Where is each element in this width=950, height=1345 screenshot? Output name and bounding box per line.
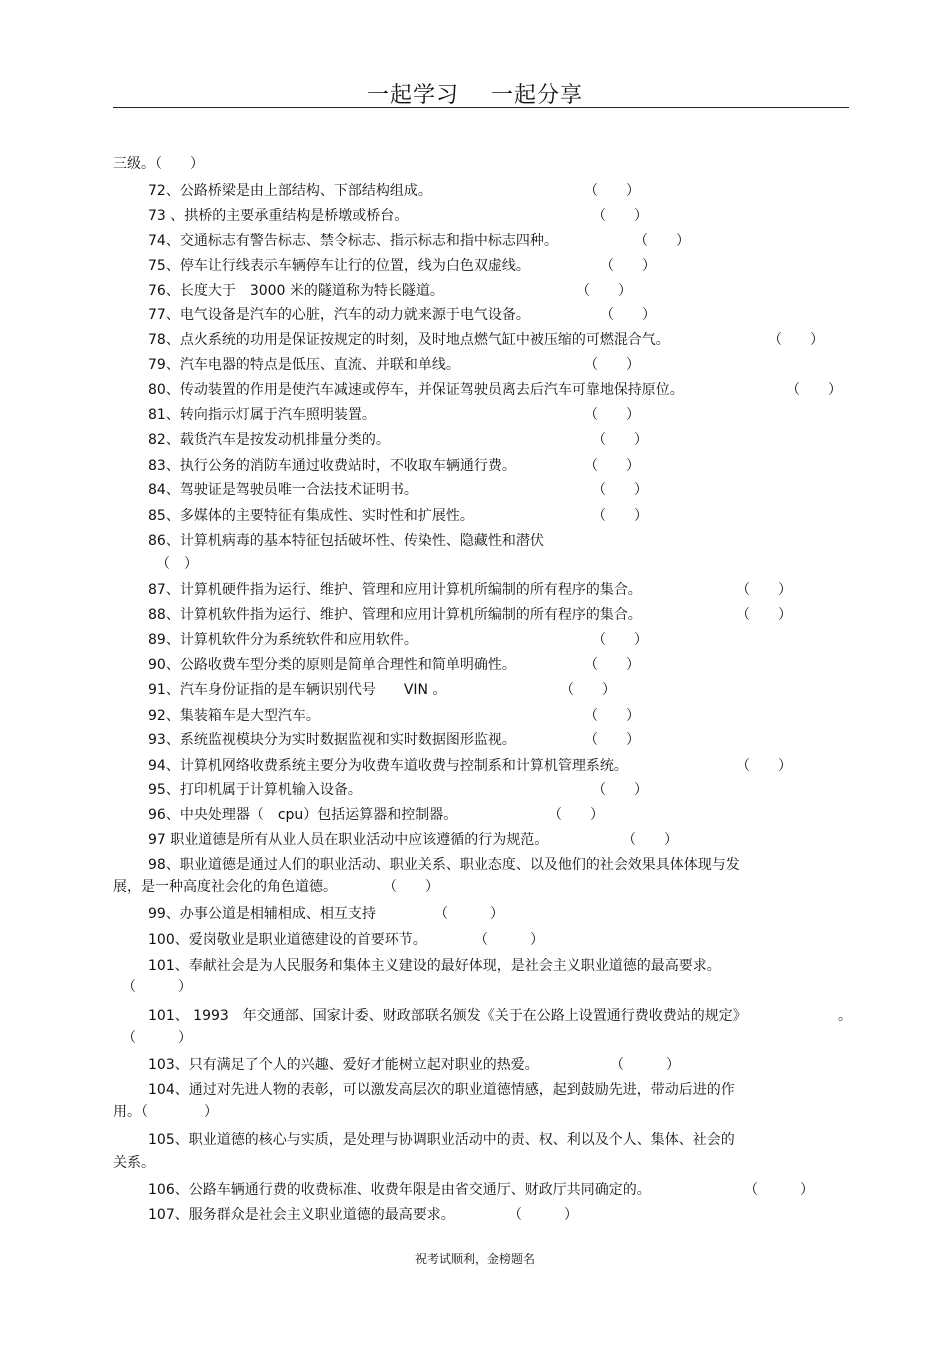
question-84: 84、驾驶证是驾驶员唯一合法技术证明书。 [148, 482, 418, 498]
header-left: 一起学习 [366, 83, 459, 108]
question-72: 72、公路桥梁是由上部结构、下部结构组成。 [148, 183, 432, 199]
question-74: 74、交通标志有警告标志、禁令标志、指示标志和指中标志四种。 [148, 233, 558, 249]
question-75: 75、停车让行线表示车辆停车让行的位置，线为白色双虚线。 [148, 258, 530, 274]
answer-blank: （ ） [736, 582, 792, 598]
answer-blank: （ ） [592, 482, 648, 498]
question-80: 80、传动装置的作用是使汽车减速或停车，并保证驾驶员离去后汽车可靠地保持原位。 [148, 382, 684, 398]
answer-blank: （ ） [584, 458, 640, 474]
question-77: 77、电气设备是汽车的心脏，汽车的动力就来源于电气设备。 [148, 307, 530, 323]
answer-blank: （ ） [584, 732, 640, 748]
answer-blank: （ ） [592, 782, 648, 798]
question-81: 81、转向指示灯属于汽车照明装置。 [148, 407, 376, 423]
page-header [0, 78, 950, 109]
question-105-cont: 关系。 [113, 1155, 155, 1171]
question-94: 94、计算机网络收费系统主要分为收费车道收费与控制系和计算机管理系统。 [148, 758, 628, 774]
question-105: 105、职业道德的核心与实质，是处理与协调职业活动中的责、权、利以及个人、集体、社会的 [148, 1132, 735, 1148]
answer-blank: （ ） [592, 208, 648, 224]
answer-blank: （ ） [592, 432, 648, 448]
question-79: 79、汽车电器的特点是低压、直流、并联和单线。 [148, 357, 460, 373]
answer-blank: （ ） [584, 183, 640, 199]
answer-blank: （ ） [744, 1182, 814, 1198]
question-104: 104、通过对先进人物的表彰，可以激发高层次的职业道德情感，起到鼓励先进，带动后进的作 [148, 1082, 735, 1098]
question-96: 96、中央处理器（ cpu）包括运算器和控制器。 [148, 807, 458, 823]
question-82: 82、载货汽车是按发动机排量分类的。 [148, 432, 390, 448]
header-right: 一起分享 [491, 83, 584, 108]
answer-blank: （ ） [768, 332, 824, 348]
page-footer: 祝考试顺利，金榜题名 [414, 1252, 535, 1266]
answer-blank: （ ） [434, 906, 504, 922]
question-106: 106、公路车辆通行费的收费标准、收费年限是由省交通厅、财政厅共同确定的。 [148, 1182, 651, 1198]
answer-blank: （ ） [508, 1207, 578, 1223]
answer-blank: （ ） [600, 307, 656, 323]
question-85: 85、多媒体的主要特征有集成性、实时性和扩展性。 [148, 508, 474, 524]
question-97: 97 职业道德是所有从业人员在职业活动中应该遵循的行为规范。 [148, 832, 549, 848]
answer-blank: （ ） [122, 979, 192, 995]
answer-blank: （ ） [122, 1030, 192, 1046]
question-73: 73 、拱桥的主要承重结构是桥墩或桥台。 [148, 208, 409, 224]
answer-blank: （ ） [610, 1057, 680, 1073]
answer-blank: （ ） [156, 556, 198, 572]
answer-blank: （ ） [786, 382, 842, 398]
answer-blank: （ ） [634, 233, 690, 249]
answer-blank: （ ） [584, 357, 640, 373]
question-76: 76、长度大于 3000 米的隧道称为特长隧道。 [148, 283, 444, 299]
question-107: 107、服务群众是社会主义职业道德的最高要求。 [148, 1207, 455, 1223]
answer-blank: （ ） [584, 657, 640, 673]
question-83: 83、执行公务的消防车通过收费站时，不收取车辆通行费。 [148, 458, 516, 474]
answer-blank: （ ） [736, 758, 792, 774]
answer-blank: （ ） [600, 258, 656, 274]
question-92: 92、集装箱车是大型汽车。 [148, 708, 320, 724]
question-89: 89、计算机软件分为系统软件和应用软件。 [148, 632, 418, 648]
question-100: 100、爱岗敬业是职业道德建设的首要环节。 [148, 932, 427, 948]
question-101: 101、奉献社会是为人民服务和集体主义建设的最好体现，是社会主义职业道德的最高要求。 [148, 958, 721, 974]
answer-blank: （ ） [592, 632, 648, 648]
question-99: 99、办事公道是相辅相成、相互支持 [148, 906, 376, 922]
question-91: 91、汽车身份证指的是车辆识别代号 VIN 。 [148, 682, 447, 698]
question-98: 98、职业道德是通过人们的职业活动、职业关系、职业态度、以及他们的社会效果具体体现与发 [148, 857, 740, 873]
question-104-cont: 用。（ ） [113, 1104, 218, 1120]
text-line: 三级。（ ） [113, 156, 204, 172]
question-87: 87、计算机硬件指为运行、维护、管理和应用计算机所编制的所有程序的集合。 [148, 582, 642, 598]
question-98-cont: 展，是一种高度社会化的角色道德。 [113, 879, 337, 895]
answer-blank: （ ） [548, 807, 604, 823]
answer-blank: （ ） [560, 682, 616, 698]
answer-blank: （ ） [622, 832, 678, 848]
answer-blank: （ ） [474, 932, 544, 948]
question-93: 93、系统监视模块分为实时数据监视和实时数据图形监视。 [148, 732, 516, 748]
question-101b: 101、 1993 年交通部、国家计委、财政部联名颁发《关于在公路上设置通行费收费站的规定》 [148, 1008, 747, 1024]
answer-blank: （ ） [576, 283, 632, 299]
question-86: 86、计算机病毒的基本特征包括破坏性、传染性、隐藏性和潜伏 [148, 533, 544, 549]
answer-blank: （ ） [383, 879, 439, 895]
question-88: 88、计算机软件指为运行、维护、管理和应用计算机所编制的所有程序的集合。 [148, 607, 642, 623]
answer-blank: （ ） [736, 607, 792, 623]
question-103: 103、只有满足了个人的兴趣、爱好才能树立起对职业的热爱。 [148, 1057, 539, 1073]
period-mark: 。 [838, 1008, 852, 1024]
question-95: 95、打印机属于计算机输入设备。 [148, 782, 362, 798]
answer-blank: （ ） [584, 407, 640, 423]
question-78: 78、点火系统的功用是保证按规定的时刻，及时地点燃气缸中被压缩的可燃混合气。 [148, 332, 670, 348]
question-90: 90、公路收费车型分类的原则是简单合理性和简单明确性。 [148, 657, 516, 673]
answer-blank: （ ） [592, 508, 648, 524]
answer-blank: （ ） [584, 708, 640, 724]
header-rule [113, 107, 849, 108]
